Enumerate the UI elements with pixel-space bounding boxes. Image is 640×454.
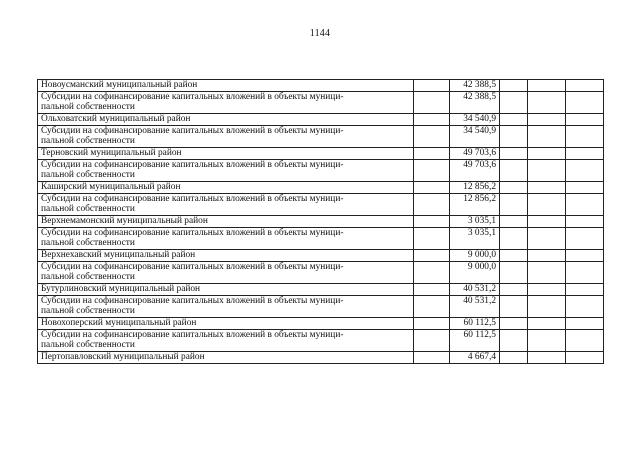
table-row	[38, 148, 604, 160]
table-row	[38, 126, 604, 148]
row-name-cell	[38, 194, 414, 216]
empty-cell	[528, 80, 566, 92]
table-row	[38, 92, 604, 114]
table-row	[38, 284, 604, 296]
empty-cell	[414, 92, 450, 114]
row-name-line: Субсидии на софинансирование капитальных вложений в объекты муници-	[41, 126, 344, 136]
empty-cell	[528, 228, 566, 250]
row-name-line: пальной собственности	[41, 238, 135, 249]
empty-cell	[528, 262, 566, 284]
table-row	[38, 114, 604, 126]
empty-cell	[566, 216, 604, 228]
empty-cell	[566, 126, 604, 148]
empty-cell	[528, 148, 566, 160]
empty-cell	[528, 296, 566, 318]
empty-cell	[414, 194, 450, 216]
row-name-line: пальной собственности	[41, 170, 135, 181]
row-name-line: пальной собственности	[41, 306, 135, 317]
row-name-cell	[38, 114, 414, 126]
empty-cell	[414, 330, 450, 352]
row-name-line: Субсидии на софинансирование капитальных вложений в объекты муници-	[41, 228, 344, 238]
row-name-line: пальной собственности	[41, 136, 135, 147]
table-row	[38, 296, 604, 318]
empty-cell	[528, 318, 566, 330]
empty-cell	[500, 216, 528, 228]
empty-cell	[500, 148, 528, 160]
empty-cell	[528, 160, 566, 182]
amount-cell: 9 000,0	[450, 262, 500, 284]
empty-cell	[414, 182, 450, 194]
empty-cell	[566, 194, 604, 216]
amount-cell: 49 703,6	[450, 148, 500, 160]
empty-cell	[414, 228, 450, 250]
empty-cell	[414, 114, 450, 126]
amount-cell: 34 540,9	[450, 126, 500, 148]
amount-cell: 4 667,4	[450, 352, 500, 364]
amount-cell: 3 035,1	[450, 228, 500, 250]
row-name-cell	[38, 160, 414, 182]
page-number: 1144	[309, 28, 331, 39]
row-name-line: Ольховатский муниципальный район	[41, 114, 191, 124]
empty-cell	[566, 114, 604, 126]
empty-cell	[414, 296, 450, 318]
empty-cell	[528, 216, 566, 228]
empty-cell	[566, 80, 604, 92]
table-row	[38, 182, 604, 194]
empty-cell	[500, 352, 528, 364]
amount-cell: 42 388,5	[450, 92, 500, 114]
amount-cell: 9 000,0	[450, 250, 500, 262]
empty-cell	[566, 262, 604, 284]
table-row	[38, 228, 604, 250]
amount-cell: 12 856,2	[450, 194, 500, 216]
table-row	[38, 318, 604, 330]
row-name-cell	[38, 92, 414, 114]
table-row	[38, 194, 604, 216]
table-body	[38, 80, 604, 364]
empty-cell	[528, 182, 566, 194]
empty-cell	[414, 284, 450, 296]
empty-cell	[566, 160, 604, 182]
empty-cell	[414, 148, 450, 160]
empty-cell	[528, 92, 566, 114]
amount-cell: 34 540,9	[450, 114, 500, 126]
empty-cell	[500, 330, 528, 352]
row-name-cell	[38, 148, 414, 160]
empty-cell	[566, 296, 604, 318]
empty-cell	[414, 352, 450, 364]
row-name-line: Субсидии на софинансирование капитальных вложений в объекты муници-	[41, 194, 344, 204]
table-row	[38, 330, 604, 352]
row-name-cell	[38, 330, 414, 352]
row-name-cell	[38, 262, 414, 284]
empty-cell	[528, 194, 566, 216]
amount-cell: 42 388,5	[450, 80, 500, 92]
empty-cell	[414, 80, 450, 92]
empty-cell	[566, 352, 604, 364]
empty-cell	[500, 92, 528, 114]
empty-cell	[500, 228, 528, 250]
row-name-line: Субсидии на софинансирование капитальных вложений в объекты муници-	[41, 296, 344, 306]
amount-cell: 49 703,6	[450, 160, 500, 182]
row-name-line: Верхнемамонский муниципальный район	[41, 216, 208, 226]
amount-cell: 40 531,2	[450, 296, 500, 318]
empty-cell	[566, 182, 604, 194]
empty-cell	[528, 330, 566, 352]
table-row	[38, 160, 604, 182]
empty-cell	[414, 160, 450, 182]
empty-cell	[500, 160, 528, 182]
empty-cell	[500, 194, 528, 216]
empty-cell	[566, 148, 604, 160]
empty-cell	[500, 296, 528, 318]
empty-cell	[566, 250, 604, 262]
empty-cell	[414, 262, 450, 284]
amount-cell: 40 531,2	[450, 284, 500, 296]
empty-cell	[528, 284, 566, 296]
row-name-cell	[38, 182, 414, 194]
row-name-cell	[38, 216, 414, 228]
row-name-line: Бутурлиновский муниципальный район	[41, 284, 201, 294]
empty-cell	[566, 284, 604, 296]
empty-cell	[566, 330, 604, 352]
row-name-line: пальной собственности	[41, 272, 135, 283]
row-name-line: Новоусманский муниципальный район	[41, 80, 198, 90]
row-name-line: пальной собственности	[41, 204, 135, 215]
empty-cell	[500, 284, 528, 296]
table-row	[38, 80, 604, 92]
row-name-line: Субсидии на софинансирование капитальных вложений в объекты муници-	[41, 92, 344, 102]
amount-cell: 60 112,5	[450, 330, 500, 352]
empty-cell	[566, 228, 604, 250]
row-name-line: Субсидии на софинансирование капитальных вложений в объекты муници-	[41, 330, 344, 340]
row-name-line: Каширский муниципальный район	[41, 182, 181, 192]
row-name-cell	[38, 318, 414, 330]
empty-cell	[414, 250, 450, 262]
empty-cell	[528, 126, 566, 148]
row-name-cell	[38, 296, 414, 318]
empty-cell	[500, 80, 528, 92]
empty-cell	[500, 318, 528, 330]
amount-cell: 12 856,2	[450, 182, 500, 194]
row-name-line: Верхнехавский муниципальный район	[41, 250, 196, 260]
row-name-line: Пертопавловский муниципальный район	[41, 352, 205, 362]
budget-table	[37, 79, 604, 364]
row-name-cell	[38, 80, 414, 92]
empty-cell	[500, 182, 528, 194]
row-name-cell	[38, 126, 414, 148]
row-name-line: Субсидии на софинансирование капитальных вложений в объекты муници-	[41, 160, 344, 170]
empty-cell	[500, 262, 528, 284]
table-row	[38, 262, 604, 284]
empty-cell	[500, 114, 528, 126]
empty-cell	[566, 92, 604, 114]
row-name-line: пальной собственности	[41, 102, 135, 113]
table-row	[38, 352, 604, 364]
row-name-cell	[38, 352, 414, 364]
row-name-cell	[38, 284, 414, 296]
empty-cell	[500, 250, 528, 262]
table-row	[38, 216, 604, 228]
empty-cell	[414, 318, 450, 330]
empty-cell	[414, 216, 450, 228]
row-name-line: Субсидии на софинансирование капитальных вложений в объекты муници-	[41, 262, 344, 272]
row-name-line: Терновский муниципальный район	[41, 148, 182, 158]
row-name-line: пальной собственности	[41, 340, 135, 351]
empty-cell	[500, 126, 528, 148]
row-name-cell	[38, 250, 414, 262]
row-name-line: Новохоперский муниципальный район	[41, 318, 197, 328]
amount-cell: 60 112,5	[450, 318, 500, 330]
empty-cell	[528, 114, 566, 126]
row-name-cell	[38, 228, 414, 250]
empty-cell	[528, 250, 566, 262]
empty-cell	[414, 126, 450, 148]
amount-cell: 3 035,1	[450, 216, 500, 228]
empty-cell	[528, 352, 566, 364]
table-row	[38, 250, 604, 262]
empty-cell	[566, 318, 604, 330]
